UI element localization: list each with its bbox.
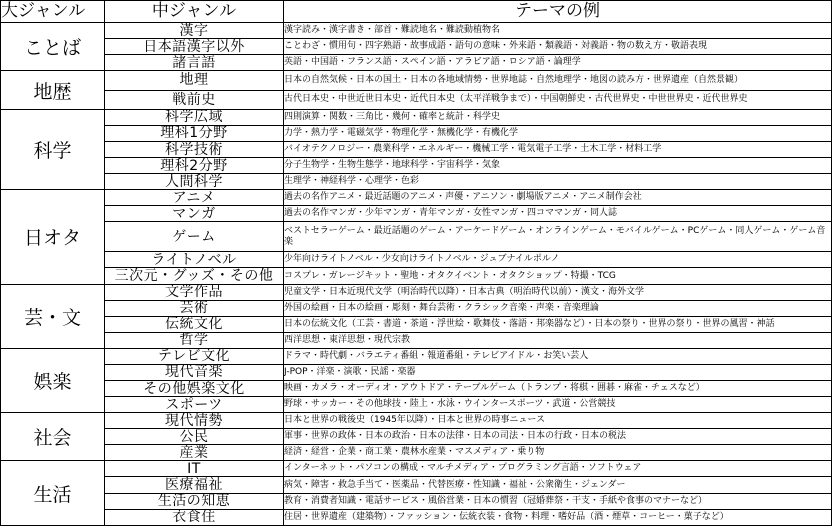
theme-examples-cell: 住居・世界遺産（建築物）・ファッション・伝統衣装・食物・料理・嗜好品（酒・煙草・コーヒー・菓子など） (284, 509, 832, 525)
theme-examples-cell: 野球・サッカー・その他球技・陸上・水泳・ウインタースポーツ・武道・公営競技 (284, 397, 832, 413)
theme-examples-cell: 病気・障害・救急手当て・医薬品・代替医療・性知識・福祉・公衆衛生・ジェンダー (284, 477, 832, 493)
middle-genre-cell: 日本語漢字以外 (105, 39, 284, 55)
middle-genre-cell: テレビ文化 (105, 348, 284, 364)
table-row (1, 71, 832, 90)
middle-genre-cell: マンガ (105, 206, 284, 222)
middle-genre-cell: 現代音楽 (105, 364, 284, 380)
theme-examples-cell: インターネット・パソコンの構成・マルチメディア・プログラミング言語・ソフトウェア (284, 461, 832, 477)
theme-examples-cell: 過去の名作マンガ・少年マンガ・青年マンガ・女性マンガ・四コママンガ・同人誌 (284, 206, 832, 222)
theme-examples-cell: 経済・経営・企業・商工業・農林水産業・マスメディア・乗り物 (284, 445, 832, 461)
header-middle-genre: 中ジャンル (105, 1, 284, 23)
middle-genre-cell: 戦前史 (105, 90, 284, 109)
middle-genre-cell: 諸言語 (105, 55, 284, 71)
middle-genre-cell: 産業 (105, 445, 284, 461)
table-row (1, 348, 832, 364)
middle-genre-cell: 科学技術 (105, 141, 284, 157)
table-row (1, 284, 832, 300)
middle-genre-cell: 哲学 (105, 332, 284, 348)
middle-genre-cell: 理科1分野 (105, 125, 284, 141)
table-row (1, 206, 832, 222)
table-row (1, 55, 832, 71)
middle-genre-cell: 公民 (105, 429, 284, 445)
middle-genre-cell: 生活の知恵 (105, 493, 284, 509)
middle-genre-cell: ライトノベル (105, 252, 284, 268)
header-theme-examples: テーマの例 (284, 1, 832, 23)
theme-examples-cell: 日本の伝統文化（工芸・書道・茶道・浮世絵・歌舞伎・落語・邦楽器など）・日本の祭り・世界の祭り・世界の風習・神話 (284, 316, 832, 332)
table-row (1, 141, 832, 157)
theme-examples-cell: 西洋思想・東洋思想・現代宗教 (284, 332, 832, 348)
theme-examples-cell: 軍事・世界の政体・日本の政治・日本の法律・日本の司法・日本の行政・日本の税法 (284, 429, 832, 445)
middle-genre-cell: 伝統文化 (105, 316, 284, 332)
major-genre-cell: ことば (1, 23, 105, 71)
theme-examples-cell: 古代日本史・中世近世日本史・近代日本史（太平洋戦争まで）・中国朝鮮史・古代世界史・中世世界史・近代世界史 (284, 90, 832, 109)
middle-genre-cell: その他娯楽文化 (105, 381, 284, 397)
theme-examples-cell: 児童文学・日本近現代文学（明治時代以降）・日本古典（明治時代以前）・漢文・海外文学 (284, 284, 832, 300)
table-row (1, 125, 832, 141)
major-genre-cell: 生活 (1, 461, 105, 526)
table-row (1, 109, 832, 125)
table-row (1, 364, 832, 380)
table-row (1, 268, 832, 284)
theme-examples-cell: 過去の名作アニメ・最近話題のアニメ・声優・アニソン・劇場版アニメ・アニメ制作会社 (284, 190, 832, 206)
table-row (1, 332, 832, 348)
table-row (1, 222, 832, 252)
middle-genre-cell: 医療福祉 (105, 477, 284, 493)
header-major-genre: 大ジャンル (1, 1, 105, 23)
middle-genre-cell: ゲーム (105, 222, 284, 252)
middle-genre-cell: 現代情勢 (105, 413, 284, 429)
table-row (1, 174, 832, 190)
theme-examples-cell: 四則演算・関数・三角比・幾何・確率と統計・科学史 (284, 109, 832, 125)
middle-genre-cell: 三次元・グッズ・その他 (105, 268, 284, 284)
middle-genre-cell: 衣食住 (105, 509, 284, 525)
table-row (1, 381, 832, 397)
table-row (1, 252, 832, 268)
table-row (1, 39, 832, 55)
middle-genre-cell: 科学広域 (105, 109, 284, 125)
theme-examples-cell: J-POP・洋楽・演歌・民謡・楽器 (284, 364, 832, 380)
table-row (1, 316, 832, 332)
theme-examples-cell: 日本の自然気候・日本の国土・日本の各地域情勢・世界地誌・自然地理学・地図の読み方・世界遺産（自然景観） (284, 71, 832, 90)
theme-examples-cell: 生理学・神経科学・心理学・色彩 (284, 174, 832, 190)
middle-genre-cell: 文学作品 (105, 284, 284, 300)
theme-examples-cell: バイオテクノロジー・農業科学・エネルギー・機械工学・電気電子工学・土木工学・材料工学 (284, 141, 832, 157)
major-genre-cell: 芸・文 (1, 284, 105, 348)
table-row (1, 477, 832, 493)
table-row (1, 190, 832, 206)
theme-examples-cell: ベストセラーゲーム・最近話題のゲーム・アーケードゲーム・オンラインゲーム・モバイルゲーム・PCゲーム・同人ゲーム・ゲーム音楽 (284, 222, 832, 252)
theme-examples-cell: 漢字読み・漢字書き・部首・難読地名・難読動植物名 (284, 23, 832, 39)
table-row (1, 493, 832, 509)
major-genre-cell: 娯楽 (1, 348, 105, 412)
table-row (1, 461, 832, 477)
header-row (1, 1, 832, 23)
genre-table-body (1, 23, 832, 526)
middle-genre-cell: 芸術 (105, 300, 284, 316)
table-row (1, 90, 832, 109)
middle-genre-cell: スポーツ (105, 397, 284, 413)
theme-examples-cell: 英語・中国語・フランス語・スペイン語・アラビア語・ロシア語・論理学 (284, 55, 832, 71)
theme-examples-cell: 日本と世界の戦後史（1945年以降）・日本と世界の時事ニュース (284, 413, 832, 429)
theme-examples-cell: 外国の絵画・日本の絵画・彫刻・舞台芸術・クラシック音楽・声楽・音楽理論 (284, 300, 832, 316)
table-row (1, 300, 832, 316)
table-row (1, 158, 832, 174)
major-genre-cell: 日オタ (1, 190, 105, 284)
middle-genre-cell: 地理 (105, 71, 284, 90)
theme-examples-cell: 分子生物学・生物生態学・地球科学・宇宙科学・気象 (284, 158, 832, 174)
major-genre-cell: 地歴 (1, 71, 105, 110)
middle-genre-cell: 理科2分野 (105, 158, 284, 174)
table-row (1, 429, 832, 445)
table-row (1, 23, 832, 39)
middle-genre-cell: IT (105, 461, 284, 477)
theme-examples-cell: 力学・熱力学・電磁気学・物理化学・無機化学・有機化学 (284, 125, 832, 141)
table-row (1, 397, 832, 413)
middle-genre-cell: アニメ (105, 190, 284, 206)
theme-examples-cell: ことわざ・慣用句・四字熟語・故事成語・語句の意味・外来語・類義語・対義語・物の数え方・敬語表現 (284, 39, 832, 55)
theme-examples-cell: 少年向けライトノベル・少女向けライトノベル・ジュブナイルポルノ (284, 252, 832, 268)
table-row (1, 413, 832, 429)
table-row (1, 445, 832, 461)
theme-examples-cell: 教育・消費者知識・電話サービス・風俗営業・日本の慣習（冠婚葬祭・干支・手紙や食事のマナーなど） (284, 493, 832, 509)
middle-genre-cell: 漢字 (105, 23, 284, 39)
table-row (1, 509, 832, 525)
middle-genre-cell: 人間科学 (105, 174, 284, 190)
theme-examples-cell: ドラマ・時代劇・バラエティ番組・報道番組・テレビアイドル・お笑い芸人 (284, 348, 832, 364)
theme-examples-cell: 映画・カメラ・オーディオ・アウトドア・テーブルゲーム（トランプ・将棋・囲碁・麻雀・チェスなど） (284, 381, 832, 397)
theme-examples-cell: コスプレ・ガレージキット・聖地・オタクイベント・オタクショップ・特撮・TCG (284, 268, 832, 284)
major-genre-cell: 社会 (1, 413, 105, 461)
major-genre-cell: 科学 (1, 109, 105, 189)
